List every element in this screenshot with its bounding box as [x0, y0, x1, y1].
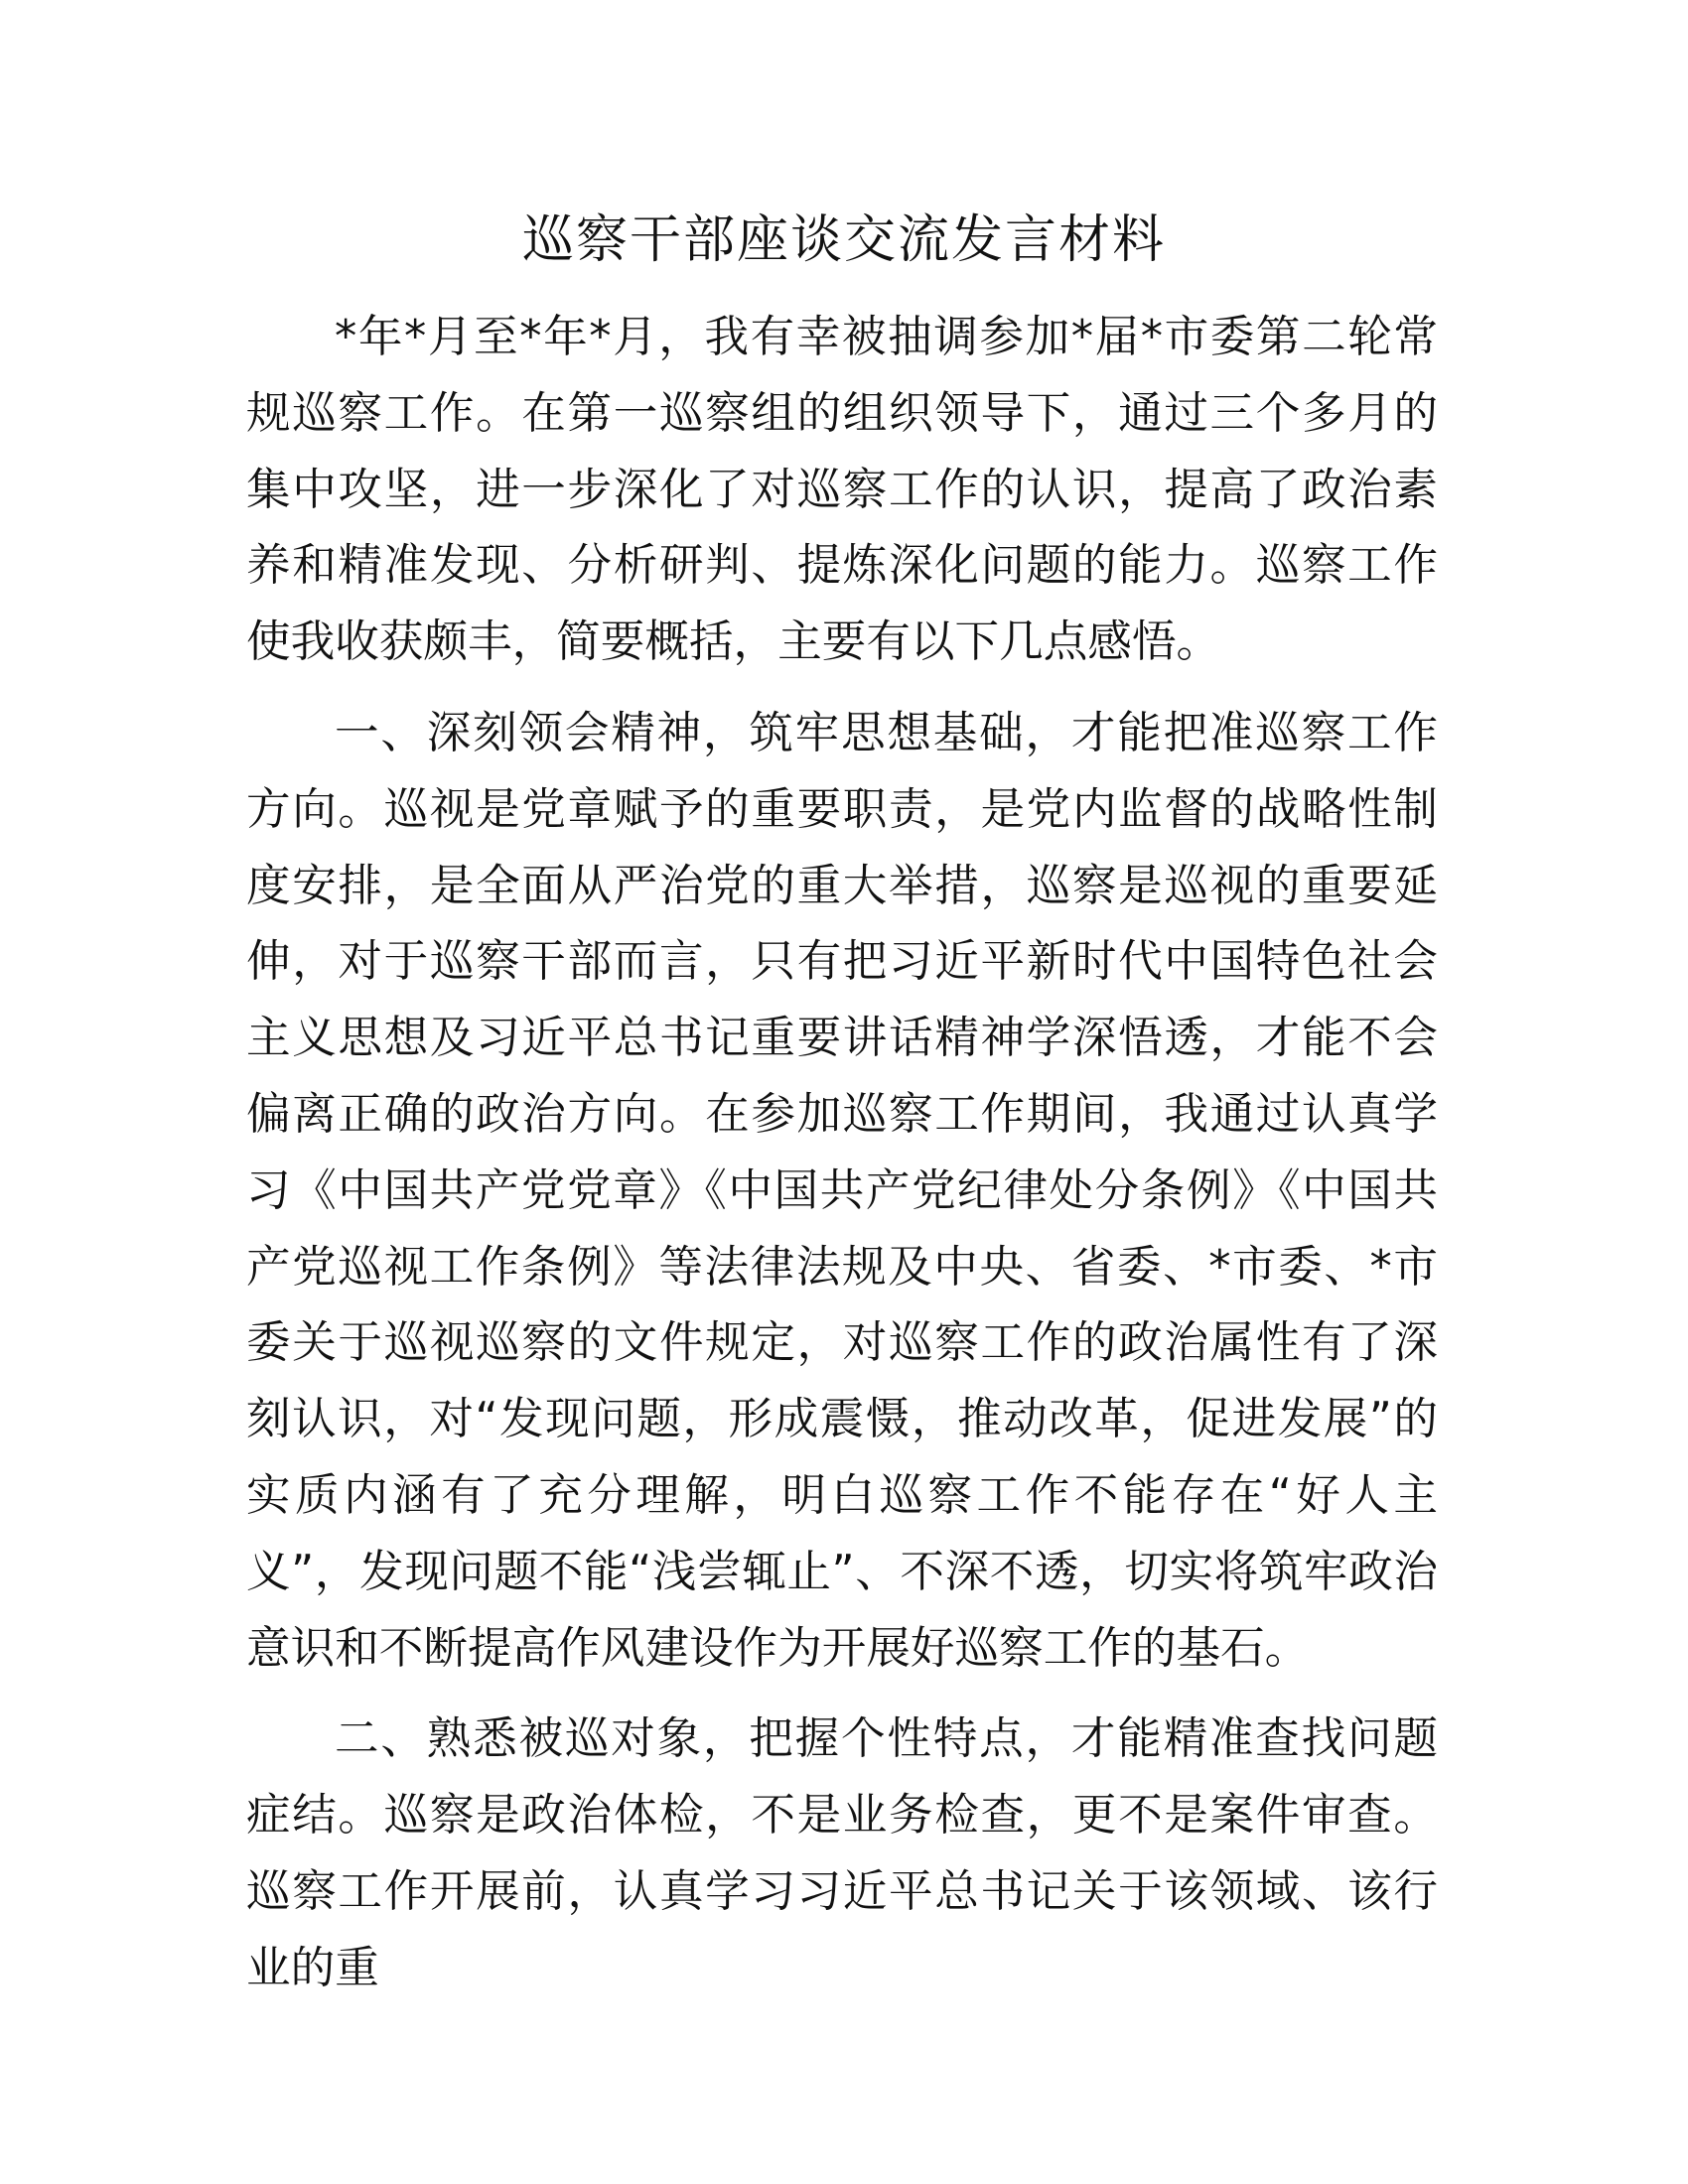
document-body [246, 299, 1438, 2006]
paragraph-point-one: 一、深刻领会精神，筑牢思想基础，才能把准巡察工作方向。巡视是党章赋予的重要职责，是党内监督的战略性制度安排，是全面从严治党的重大举措，巡察是巡视的重要延伸，对于巡察干部而言，只有把习近平新时代中国特色社会主义思想及习近平总书记重要讲话精神学深悟透，才能不会偏离正确的政治方向。在参加巡察工作期间，我通过认真学习《中国共产党党章》《中国共产党纪律处分条例》《中国共产党巡视工作条例》等法律法规及中央、省委、*市委、*市委关于巡视巡察的文件规定，对巡察工作的政治属性有了深刻认识，对“发现问题，形成震慑，推动改革，促进发展”的实质内涵有了充分理解，明白巡察工作不能存在“好人主义”，发现问题不能“浅尝辄止”、不深不透，切实将筑牢政治意识和不断提高作风建设作为开展好巡察工作的基石。 [246, 706, 1438, 1674]
paragraph-point-two: 二、熟悉被巡对象，把握个性特点，才能精准查找问题症结。巡察是政治体检，不是业务检查，更不是案件审查。巡察工作开展前，认真学习习近平总书记关于该领域、该行业的重 [246, 1712, 1438, 1993]
paragraph-intro: *年*月至*年*月，我有幸被抽调参加*届*市委第二轮常规巡察工作。在第一巡察组的组织领导下，通过三个多月的集中攻坚，进一步深化了对巡察工作的认识，提高了政治素养和精准发现、分析研判、提炼深化问题的能力。巡察工作使我收获颇丰，简要概括，主要有以下几点感悟。 [246, 311, 1438, 668]
document-title: 巡察干部座谈交流发言材料 [521, 210, 1166, 270]
